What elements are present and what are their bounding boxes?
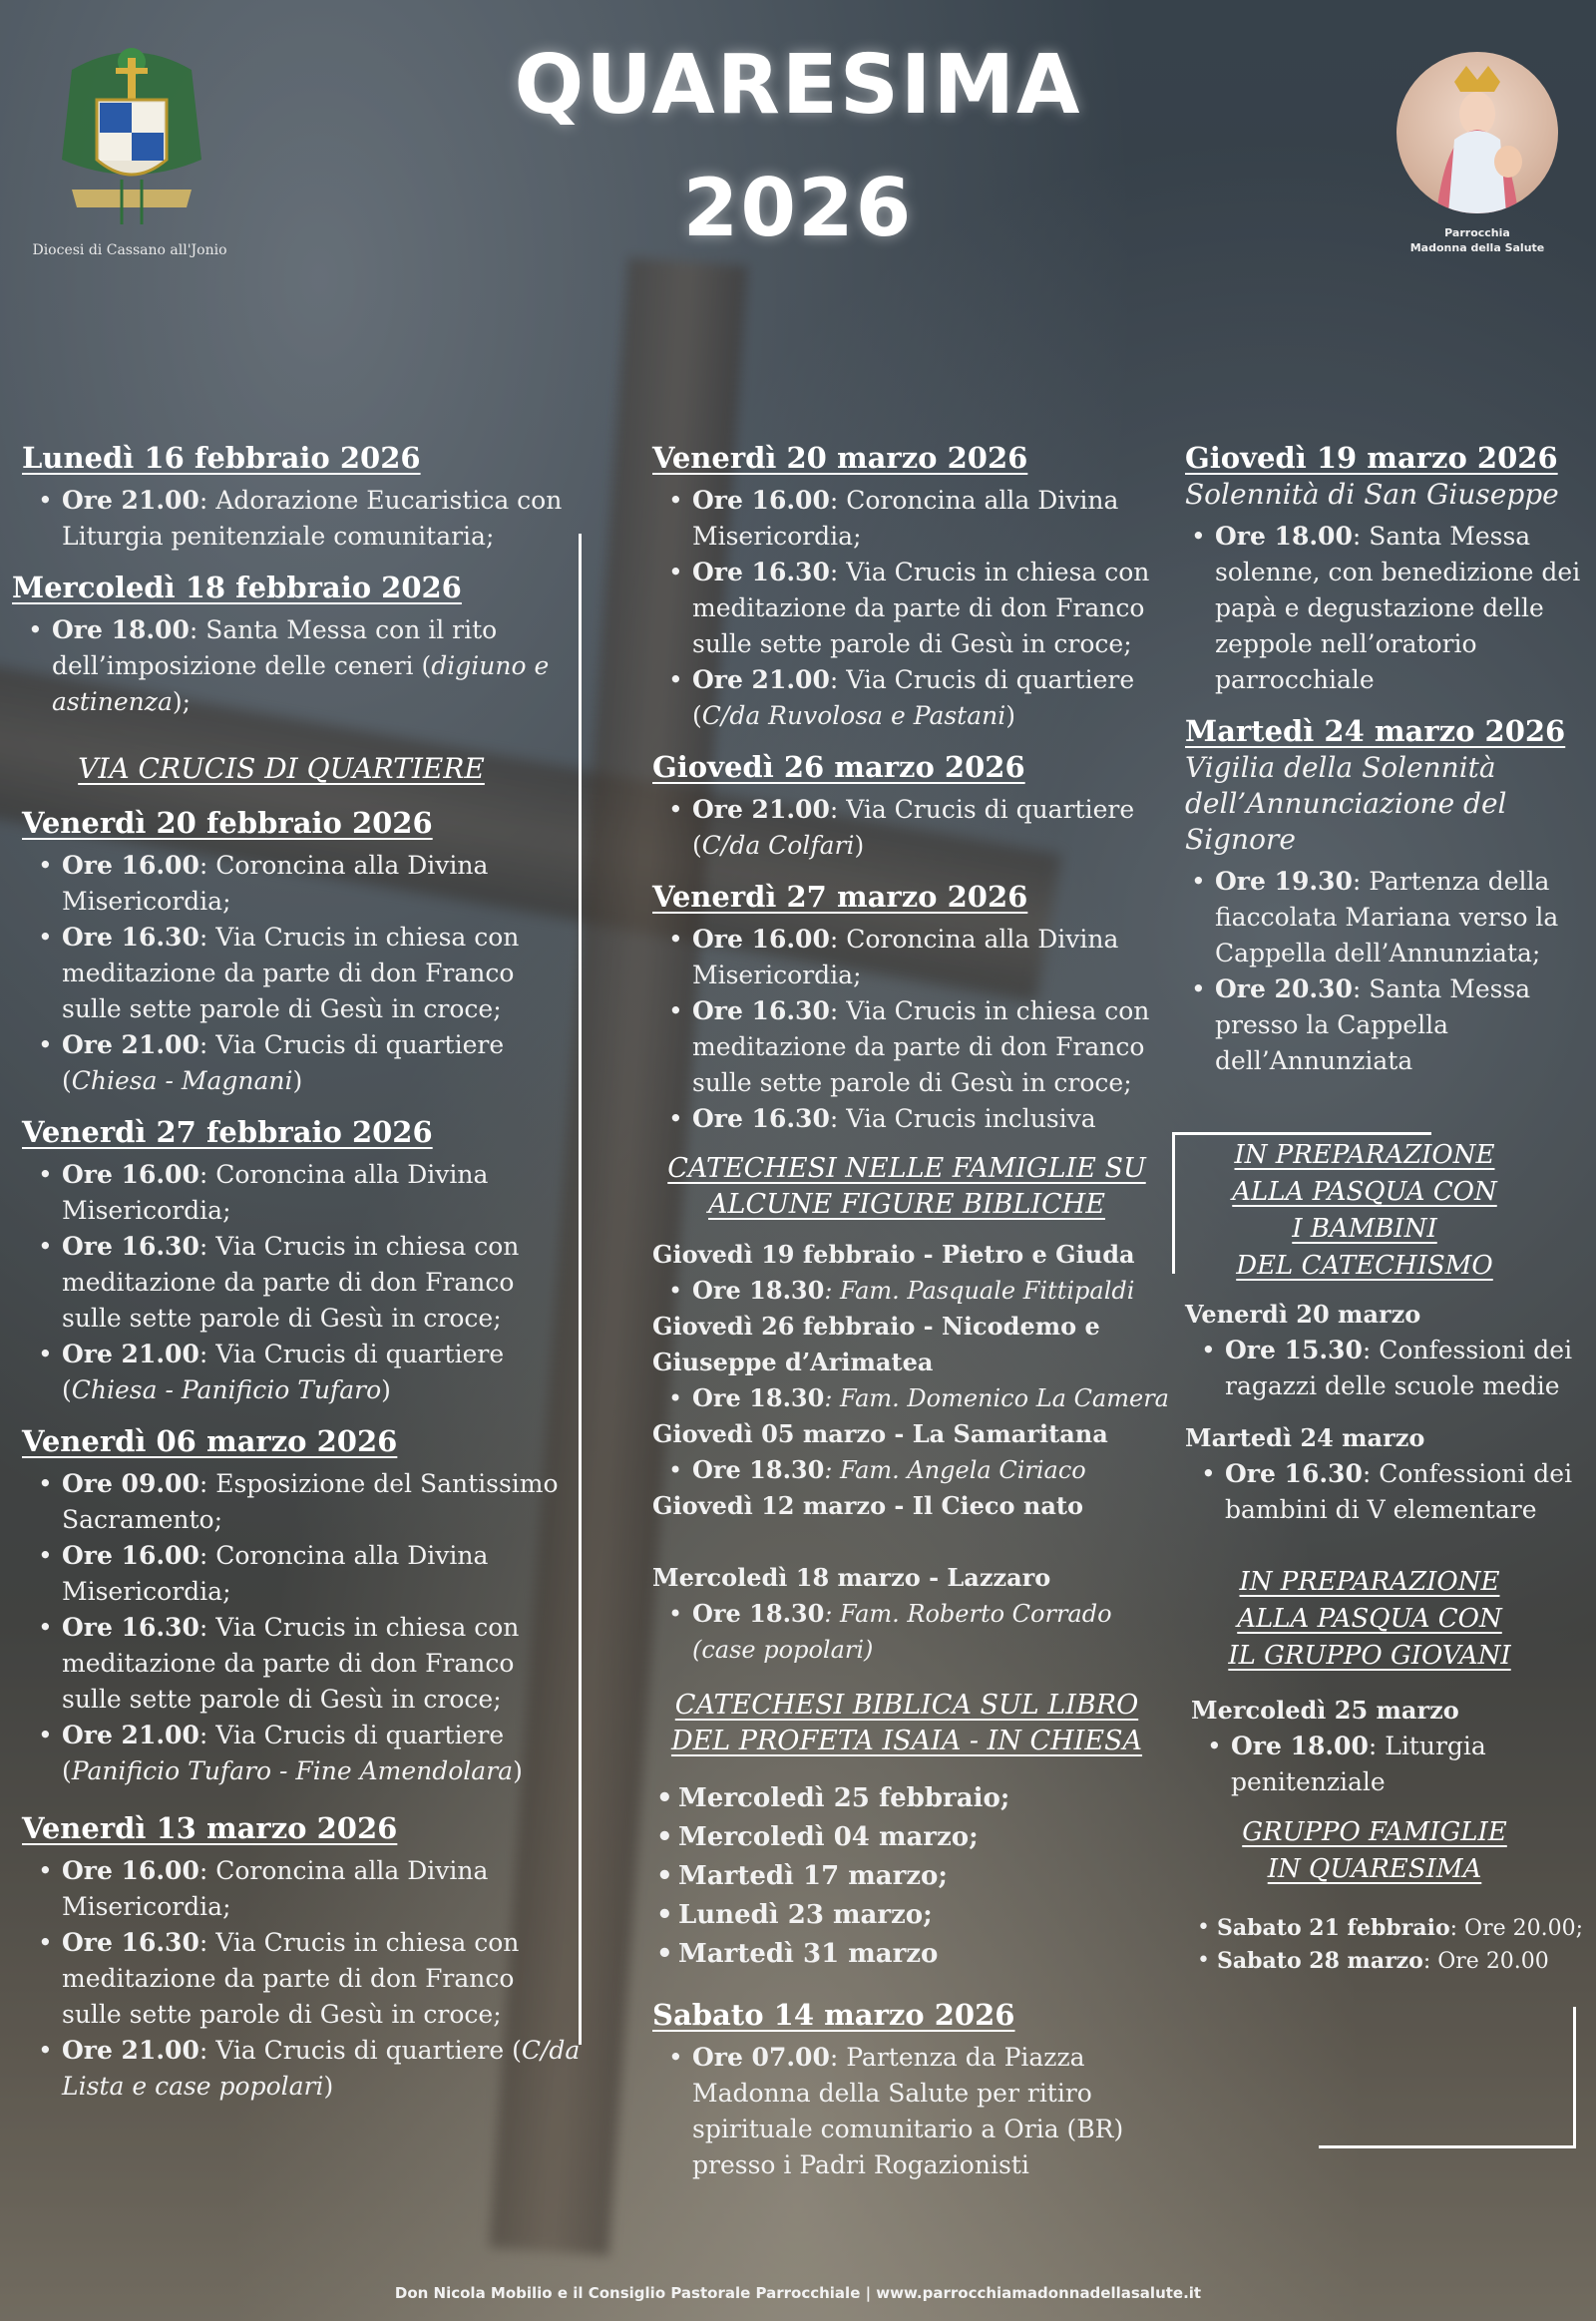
event-list — [22, 848, 581, 1099]
event-time: Ore 18.30 — [692, 1276, 825, 1305]
event-time: Ore 21.00 — [62, 1340, 200, 1368]
event-date: Lunedì 16 febbraio 2026 — [22, 441, 421, 475]
event-time: Ore 21.00 — [62, 486, 200, 515]
madonna-della-salute-logo-icon — [1396, 52, 1558, 213]
event-time: Ore 16.00 — [692, 486, 830, 515]
event-date: Venerdì 13 marzo 2026 — [22, 1811, 398, 1845]
event-text: : Via Crucis in chiesa con meditazione da parte di don Franco sulle sette parole di Gesù in croce; — [62, 1928, 520, 2029]
famiglie-list — [1185, 1912, 1584, 1978]
event-time: Ore 16.30 — [62, 1613, 200, 1642]
section-heading — [1185, 1564, 1554, 1675]
event-item — [62, 848, 581, 920]
event-list — [652, 922, 1171, 1137]
event-note: Chiesa - Panificio Tufaro — [71, 1375, 382, 1404]
event-date: Venerdì 27 febbraio 2026 — [22, 1115, 433, 1149]
event-item — [62, 1027, 581, 1099]
frame-right — [1573, 2007, 1576, 2148]
event-note: C/da Ruvolosa e Pastani — [701, 701, 1006, 730]
catechesi-items — [652, 1452, 1171, 1488]
event-text-end: ) — [381, 1375, 391, 1404]
event-note: Chiesa - Magnani — [71, 1066, 293, 1095]
event-time: Ore 18.00 — [52, 615, 190, 644]
event-item — [692, 922, 1171, 993]
event-time: Ore 16.00 — [62, 851, 200, 880]
column-1 — [12, 439, 581, 2119]
event-time: Ore 16.30 — [62, 1928, 200, 1957]
event-item — [62, 1337, 581, 1408]
event-text: : Confessioni dei bambini di V elementare — [1225, 1459, 1573, 1524]
section-heading-line: ALLA PASQUA CON — [1232, 1177, 1497, 1207]
event-text: : Fam. Roberto Corrado (case popolari) — [692, 1600, 1112, 1664]
event-text: : Santa Messa presso la Cappella dell’Annunziata — [1215, 974, 1531, 1075]
catechesi-item — [692, 1452, 1171, 1488]
event-time: Ore 16.00 — [62, 1160, 200, 1189]
event-list — [22, 1157, 581, 1408]
event-text: : Adorazione Eucaristica con Liturgia penitenziale comunitaria; — [62, 486, 563, 551]
section-heading-line: DEL PROFETA ISAIA - IN CHIESA — [670, 1726, 1143, 1756]
event-text: : Fam. Domenico La Camera — [824, 1384, 1169, 1412]
event-text: : Coroncina alla Divina Misericordia; — [62, 851, 489, 916]
event-text: : Fam. Pasquale Fittipaldi — [824, 1277, 1135, 1305]
event-time: Ore 15.30 — [1225, 1336, 1363, 1364]
event-item — [1215, 864, 1584, 971]
event-text: : Via Crucis di quartiere ( — [62, 1721, 505, 1785]
isaia-date: • Martedì 31 marzo — [678, 1935, 1171, 1974]
event-time: Ore 16.30 — [692, 996, 830, 1025]
event-text: : Santa Messa con il rito dell’imposizione delle ceneri ( — [52, 615, 498, 680]
event-time: Ore 16.30 — [62, 923, 200, 952]
event-item — [62, 483, 581, 555]
event-day: Venerdì 20 marzo — [1185, 1300, 1421, 1329]
section-heading — [1185, 1814, 1564, 1888]
event-list — [1185, 519, 1584, 698]
event-item — [692, 993, 1171, 1101]
event-text: : Via Crucis di quartiere ( — [62, 1340, 505, 1404]
event-time: Ore 16.00 — [692, 925, 830, 954]
catechesi-items — [652, 1273, 1171, 1309]
catechesi-heading: Mercoledì 18 marzo - Lazzaro — [652, 1563, 1051, 1592]
catechesi-heading: Giovedì 12 marzo - Il Cieco nato — [652, 1491, 1083, 1520]
event-text: : Coroncina alla Divina Misericordia; — [62, 1856, 489, 1921]
event-text-end: ) — [292, 1066, 303, 1095]
event-text: : Via Crucis di quartiere ( — [62, 1030, 505, 1095]
event-item — [1231, 1729, 1584, 1800]
famiglie-day: Sabato 21 febbraio — [1217, 1915, 1450, 1941]
catechesi-items — [652, 1380, 1171, 1416]
section-heading-line: CATECHESI BIBLICA SUL LIBRO — [674, 1690, 1139, 1721]
event-note: C/da Colfari — [701, 831, 855, 860]
event-list — [1185, 864, 1584, 1079]
catechesi-items — [652, 1596, 1171, 1668]
event-list — [22, 1853, 581, 2105]
event-date: Giovedì 19 marzo 2026 — [1185, 441, 1558, 475]
catechesi-list — [652, 1237, 1171, 1668]
event-text: : Via Crucis in chiesa con meditazione da parte di don Franco sulle sette parole di Gesù in croce; — [62, 1232, 520, 1333]
famiglie-item — [1217, 1912, 1584, 1945]
event-item — [62, 1853, 581, 1925]
event-text-end: ) — [854, 831, 865, 860]
event-subtitle: Solennità di San Giuseppe — [1185, 478, 1559, 511]
event-text: : Via Crucis in chiesa con meditazione da parte di don Franco sulle sette parole di Gesù in croce; — [692, 558, 1150, 658]
event-time: Ore 21.00 — [62, 1030, 200, 1059]
section-heading-line: IN PREPARAZIONE — [1239, 1567, 1500, 1597]
event-item — [692, 555, 1171, 662]
parish-caption-line2: Madonna della Salute — [1409, 241, 1545, 254]
parish-caption-line1: Parrocchia — [1444, 226, 1510, 239]
event-list — [652, 792, 1171, 864]
event-text: : Via Crucis di quartiere ( — [692, 795, 1135, 860]
event-text: : Liturgia penitenziale — [1231, 1732, 1486, 1796]
event-note: Panificio Tufaro - Fine Amendolara — [71, 1756, 514, 1785]
event-time: Ore 09.00 — [62, 1469, 200, 1498]
event-time: Ore 16.00 — [62, 1541, 200, 1570]
event-time: Ore 20.30 — [1215, 974, 1353, 1003]
event-text: : Fam. Angela Ciriaco — [824, 1456, 1086, 1484]
section-heading — [652, 1151, 1161, 1223]
event-time: Ore 16.00 — [62, 1856, 200, 1885]
footer-credit: Don Nicola Mobilio e il Consiglio Pastorale Parrocchiale | www.parrocchiamadonnadellasalute.it — [394, 2284, 1202, 2302]
event-date: Sabato 14 marzo 2026 — [652, 1998, 1015, 2032]
event-time: Ore 18.30 — [692, 1455, 825, 1484]
event-item — [1215, 519, 1584, 698]
event-time: Ore 16.30 — [1225, 1459, 1363, 1488]
parish-caption — [1367, 225, 1588, 255]
section-heading-line: ALLA PASQUA CON — [1237, 1604, 1502, 1634]
event-time: Ore 16.30 — [692, 1104, 830, 1133]
event-time: Ore 07.00 — [692, 2043, 830, 2072]
event-item — [1215, 971, 1584, 1079]
event-item — [62, 2033, 581, 2105]
event-date: Venerdì 20 febbraio 2026 — [22, 806, 433, 840]
page-year: 2026 — [682, 162, 914, 254]
event-date: Venerdì 20 marzo 2026 — [652, 441, 1028, 475]
event-day: Mercoledì 25 marzo — [1191, 1696, 1459, 1725]
event-date: Venerdì 06 marzo 2026 — [22, 1424, 398, 1458]
event-item — [692, 1101, 1171, 1137]
famiglie-time: : Ore 20.00; — [1449, 1916, 1584, 1941]
section-heading-line: IN PREPARAZIONE — [1234, 1140, 1495, 1170]
event-date: Giovedì 26 marzo 2026 — [652, 750, 1025, 784]
event-text: : Coroncina alla Divina Misericordia; — [692, 486, 1119, 551]
column-3 — [1185, 439, 1584, 1978]
event-time: Ore 21.00 — [692, 665, 830, 694]
event-list — [652, 483, 1171, 734]
event-time: Ore 16.30 — [62, 1232, 200, 1261]
event-item — [62, 1925, 581, 2033]
event-item — [1225, 1456, 1584, 1528]
event-list — [22, 483, 581, 555]
event-text-end: ); — [172, 687, 192, 716]
event-text: : Esposizione del Santissimo Sacramento; — [62, 1469, 559, 1534]
event-text-end: ) — [323, 2072, 334, 2101]
event-text: : Via Crucis di quartiere ( — [692, 665, 1135, 730]
event-item — [1225, 1333, 1584, 1404]
catechesi-item — [692, 1596, 1171, 1668]
isaia-dates — [652, 1779, 1171, 1974]
catechesi-heading: Giovedì 19 febbraio - Pietro e Giuda — [652, 1240, 1135, 1269]
event-item — [62, 1538, 581, 1610]
event-text: : Via Crucis in chiesa con meditazione da parte di don Franco sulle sette parole di Gesù in croce; — [62, 923, 520, 1023]
event-time: Ore 16.30 — [692, 558, 830, 586]
section-heading-line: I BAMBINI — [1292, 1214, 1437, 1244]
isaia-date: • Mercoledì 04 marzo; — [678, 1818, 1171, 1857]
section-heading-line: ALCUNE FIGURE BIBLICHE — [708, 1189, 1105, 1220]
bambini-list — [1185, 1297, 1584, 1528]
section-heading — [652, 1688, 1161, 1759]
event-list — [1185, 1456, 1584, 1528]
frame-bottom — [1319, 2145, 1576, 2148]
section-heading-line: IL GRUPPO GIOVANI — [1228, 1641, 1511, 1671]
event-date: Venerdì 27 marzo 2026 — [652, 880, 1028, 914]
famiglie-time: : Ore 20.00 — [1422, 1949, 1549, 1974]
section-heading — [1185, 1137, 1544, 1285]
event-text-end: ) — [1005, 701, 1015, 730]
section-heading: VIA CRUCIS DI QUARTIERE — [78, 752, 485, 785]
section-heading-line: IN QUARESIMA — [1267, 1854, 1482, 1884]
catechesi-heading: Giovedì 26 febbraio - Nicodemo e Giuseppe d’Arimatea — [652, 1312, 1100, 1376]
event-text: : Partenza della fiaccolata Mariana verso la Cappella dell’Annunziata; — [1215, 867, 1559, 967]
event-item — [62, 1229, 581, 1337]
event-text: : Via Crucis inclusiva — [829, 1104, 1096, 1133]
event-text: : Coroncina alla Divina Misericordia; — [62, 1541, 489, 1606]
event-time: Ore 21.00 — [62, 1721, 200, 1749]
event-text: : Via Crucis di quartiere ( — [199, 2036, 522, 2065]
event-time: Ore 19.30 — [1215, 867, 1353, 896]
event-date: Mercoledì 18 febbraio 2026 — [12, 571, 462, 604]
event-text: : Via Crucis in chiesa con meditazione da parte di don Franco sulle sette parole di Gesù in croce; — [692, 996, 1150, 1097]
event-list — [22, 1466, 581, 1789]
isaia-date: • Martedì 17 marzo; — [678, 1857, 1171, 1896]
event-item — [692, 2040, 1171, 2183]
event-text: : Santa Messa solenne, con benedizione dei papà e degustazione delle zeppole nell’oratorio parrocchiale — [1215, 522, 1581, 694]
event-time: Ore 18.00 — [1215, 522, 1353, 551]
event-time: Ore 18.30 — [692, 1383, 825, 1412]
event-item — [62, 1466, 581, 1538]
event-note: digiuno e astinenza — [52, 651, 550, 716]
event-item — [52, 612, 581, 720]
frame-left — [1172, 1132, 1175, 1274]
event-list — [652, 2040, 1171, 2183]
event-time: Ore 18.00 — [1231, 1732, 1369, 1760]
event-list — [1191, 1729, 1584, 1800]
event-time: Ore 21.00 — [62, 2036, 200, 2065]
event-text: : Partenza da Piazza Madonna della Salute per ritiro spirituale comunitario a Oria (BR) presso i Padri Rogazionisti — [692, 2043, 1124, 2179]
catechesi-heading: Giovedì 05 marzo - La Samaritana — [652, 1419, 1108, 1448]
event-list — [22, 612, 581, 720]
column-2 — [652, 439, 1171, 2197]
event-date: Martedì 24 marzo 2026 — [1185, 714, 1566, 748]
event-time: Ore 21.00 — [692, 795, 830, 824]
event-list — [1185, 1333, 1584, 1404]
event-text-end: ) — [513, 1756, 523, 1785]
event-item — [692, 792, 1171, 864]
event-item — [62, 1610, 581, 1718]
event-text: : Via Crucis in chiesa con meditazione da parte di don Franco sulle sette parole di Gesù in croce; — [62, 1613, 520, 1714]
giovani-list — [1185, 1693, 1584, 1800]
event-text: : Coroncina alla Divina Misericordia; — [62, 1160, 489, 1225]
page-title: QUARESIMA — [514, 38, 1082, 133]
event-item — [62, 1718, 581, 1789]
section-heading-line: DEL CATECHISMO — [1236, 1251, 1493, 1281]
section-heading-line: GRUPPO FAMIGLIE — [1242, 1817, 1507, 1847]
isaia-date: • Mercoledì 25 febbraio; — [678, 1779, 1171, 1818]
catechesi-item — [692, 1380, 1171, 1416]
event-item — [62, 920, 581, 1027]
event-item — [692, 662, 1171, 734]
event-subtitle: Vigilia della Solennità dell’Annunciazione del Signore — [1185, 751, 1507, 856]
section-heading-line: CATECHESI NELLE FAMIGLIE SU — [667, 1153, 1146, 1184]
event-day: Martedì 24 marzo — [1185, 1423, 1425, 1452]
event-text: : Confessioni dei ragazzi delle scuole medie — [1225, 1336, 1573, 1400]
famiglie-day: Sabato 28 marzo — [1217, 1948, 1423, 1974]
event-time: Ore 18.30 — [692, 1599, 825, 1628]
isaia-date: • Lunedì 23 marzo; — [678, 1896, 1171, 1935]
event-text: : Coroncina alla Divina Misericordia; — [692, 925, 1119, 989]
catechesi-item — [692, 1273, 1171, 1309]
diocese-caption: Diocesi di Cassano all'Jonio — [32, 242, 227, 258]
event-item — [692, 483, 1171, 555]
famiglie-item — [1217, 1945, 1584, 1978]
event-note: C/da Lista e case popolari — [62, 2036, 581, 2101]
event-item — [62, 1157, 581, 1229]
